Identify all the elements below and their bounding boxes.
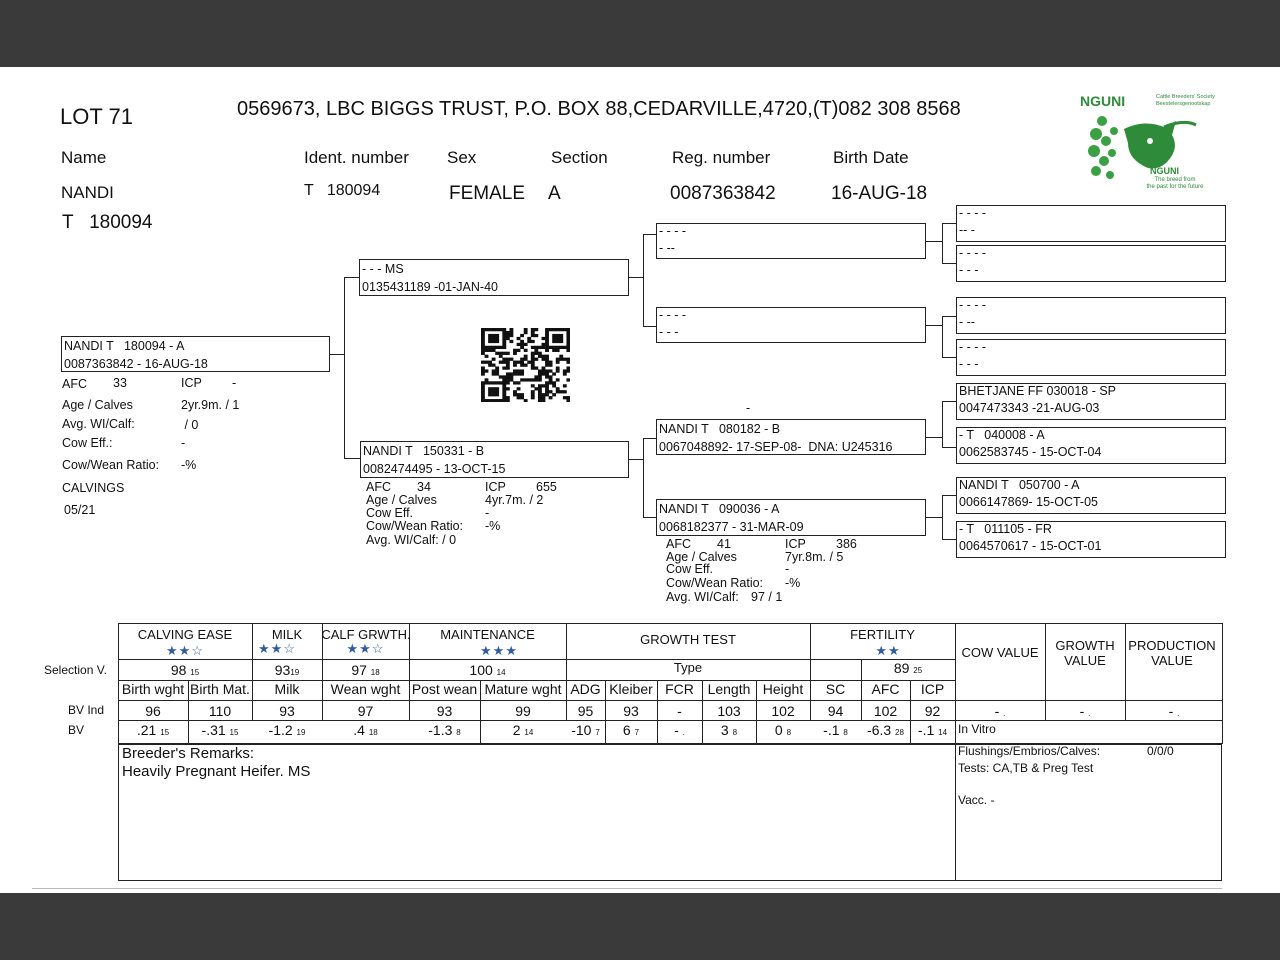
dd-wean: -%	[785, 576, 801, 590]
dam-wi: Avg. WI/Calf: / 0	[366, 533, 457, 547]
ggp-8-line1: - T 011105 - FR	[959, 522, 1052, 536]
header-maintenance: MAINTENANCE	[440, 627, 535, 642]
dd-eff: -	[785, 562, 790, 576]
ggp-box-6	[956, 427, 1226, 464]
ggp-6-line1: - T 040008 - A	[959, 428, 1045, 442]
connector	[942, 401, 956, 402]
selection-calving: 98 15	[170, 662, 200, 678]
ggp-5-line2: 0047473343 -21-AUG-03	[959, 401, 1100, 415]
dam-dam-box	[656, 499, 926, 536]
label-sex: Sex	[447, 148, 477, 167]
dam-line2: 0082474495 - 13-OCT-15	[363, 462, 506, 476]
ggp-7-line2: 0066147869- 15-OCT-05	[959, 495, 1098, 509]
flushings-label: Flushings/Embrios/Calves:	[958, 744, 1101, 758]
ggp-3-line1: - - - -	[959, 298, 987, 312]
bv-cell: 6 7	[622, 722, 640, 738]
sire-sire-box	[656, 223, 926, 259]
ggp-8-line2: 0064570617 - 15-OCT-01	[959, 539, 1102, 553]
bvind-cell: 94	[827, 703, 844, 719]
table-rule	[118, 659, 955, 660]
vaccination: Vacc. -	[958, 793, 995, 807]
bv-cell: -.1 14	[917, 722, 948, 738]
connector	[643, 517, 656, 518]
connector	[643, 326, 656, 327]
column-header: ADG	[570, 681, 601, 697]
connector	[942, 316, 943, 357]
table-rule	[118, 700, 1223, 701]
ggp-box-7	[956, 477, 1226, 514]
bv-cell: -.31 15	[201, 722, 239, 738]
cow-value: - .	[994, 703, 1006, 719]
bvind-cell: 110	[208, 703, 232, 719]
connector	[926, 241, 942, 242]
subject-afc: 33	[113, 376, 127, 390]
subject-icp: -	[232, 376, 237, 390]
dam-afc: 34	[417, 480, 431, 494]
bvind-cell: 102	[771, 703, 795, 719]
animal-birth: 16-AUG-18	[831, 183, 928, 204]
ggp-2-line1: - - - -	[959, 246, 987, 260]
column-header: SC	[825, 681, 846, 697]
bvind-cell: 93	[623, 703, 639, 719]
ggp-5-line1: BHETJANE FF 030018 - SP	[959, 384, 1117, 398]
ggp-2-line2: - - -	[959, 263, 979, 277]
column-header: FCR	[665, 681, 694, 697]
bv-cell: 3 8	[720, 722, 738, 738]
selection-type: Type	[673, 660, 703, 675]
ggp-box-4	[956, 339, 1226, 376]
column-header: Mature wght	[484, 681, 562, 697]
subject-age-label: Age / Calves	[62, 398, 133, 412]
logo-tag: NGUNI	[1150, 166, 1179, 176]
connector	[942, 539, 956, 540]
subject-afc-label: AFC	[62, 377, 87, 391]
stars-maintenance-icon: ★★★	[480, 643, 518, 658]
column-header: Milk	[274, 681, 300, 697]
sire-dam-box	[656, 307, 926, 343]
bvind-cell: 93	[436, 703, 453, 719]
ggp-box-3	[956, 297, 1226, 334]
bv-cell: -6.3 28	[867, 722, 904, 738]
dd-age-label: Age / Calves	[666, 550, 737, 564]
column-header: Birth Mat.	[190, 681, 250, 697]
connector	[926, 517, 942, 518]
dash-marker: -	[746, 401, 751, 415]
ggp-box-2	[956, 245, 1226, 282]
dam-eff: -	[485, 506, 490, 520]
connector	[942, 357, 956, 358]
owner-details: 0569673, LBC BIGGS TRUST, P.O. BOX 88,CEDARVILLE,4720,(T)082 308 8568	[237, 98, 961, 120]
bv-cell: -.1 8	[823, 722, 848, 738]
label-birth: Birth Date	[833, 148, 909, 167]
bvind-cell: 97	[357, 703, 374, 719]
logo-brand: NGUNI	[1080, 93, 1126, 109]
bvind-cell: 93	[279, 703, 295, 719]
connector	[344, 277, 360, 278]
logo-slogan: The breed from the past for the future	[1146, 177, 1204, 190]
dam-sire-box	[656, 419, 926, 455]
dd-wi-label: Avg. WI/Calf:	[666, 590, 739, 604]
ggp-1-line1: - - - -	[959, 206, 987, 220]
connector	[629, 459, 643, 460]
ggp-1-line2: -- -	[959, 223, 975, 237]
label-section: Section	[551, 148, 608, 167]
connector	[330, 354, 344, 355]
column-header: Birth wght	[121, 681, 185, 697]
subject-icp-label: ICP	[181, 376, 202, 390]
lot-sheet	[0, 67, 1280, 893]
animal-section: A	[548, 183, 561, 204]
ggp-box-1	[956, 205, 1226, 242]
subject-wean: -%	[181, 458, 197, 472]
stars-calving-icon: ★★☆	[166, 643, 204, 658]
connector	[942, 263, 956, 264]
dd-eff-label: Cow Eff.	[666, 562, 714, 576]
subject-line2: 0087363842 - 16-AUG-18	[64, 357, 208, 371]
subject-wean-label: Cow/Wean Ratio:	[62, 458, 160, 472]
header-cow-value: COW VALUE	[961, 645, 1039, 660]
dd-icp-label: ICP	[785, 537, 806, 551]
animal-ident: T 180094	[304, 182, 381, 199]
sire-line2: 0135431189 -01-JAN-40	[362, 280, 498, 294]
label-ident: Ident. number	[304, 148, 409, 167]
bv-cell: -10 7	[571, 722, 600, 738]
bv-cell: - .	[674, 722, 685, 738]
dam-age: 4yr.7m. / 2	[485, 493, 544, 507]
column-header: Length	[707, 681, 751, 697]
dam-icp: 655	[536, 480, 557, 494]
bvind-label: BV Ind	[68, 703, 105, 717]
header-production-value: PRODUCTION VALUE	[1128, 638, 1216, 668]
stars-fertility-icon: ★★	[875, 643, 901, 658]
nguni-logo	[1080, 93, 1215, 195]
connector	[344, 458, 360, 459]
in-vitro-label: In Vitro	[958, 722, 996, 736]
column-header: AFC	[871, 681, 900, 697]
subject-wi-label: Avg. WI/Calf:	[62, 417, 135, 431]
selection-calf: 97 18	[351, 662, 380, 678]
bvind-cell: -	[677, 703, 682, 719]
dam-sire-line2: 0067048892- 17-SEP-08- DNA: U245316	[659, 440, 893, 454]
flushings-value: 0/0/0	[1147, 744, 1174, 758]
remarks-text: Heavily Pregnant Heifer. MS	[122, 763, 311, 780]
stars-milk-icon: ★★☆	[258, 641, 296, 656]
connector	[643, 438, 656, 439]
remarks-label: Breeder's Remarks:	[122, 745, 255, 762]
subject-calvings: 05/21	[64, 503, 96, 517]
bvind-cell: 92	[924, 703, 941, 719]
subject-wi: / 0	[181, 418, 199, 432]
column-header: Wean wght	[330, 681, 401, 697]
connector	[926, 437, 942, 438]
bvind-cell: 102	[873, 703, 898, 719]
stars-calf-icon: ★★☆	[346, 641, 385, 656]
connector	[942, 495, 943, 539]
bv-cell: -1.3 8	[428, 722, 461, 738]
column-header: ICP	[920, 681, 945, 697]
sire-box	[359, 259, 629, 296]
bvind-cell: 95	[577, 703, 594, 719]
dd-age: 7yr.8m. / 5	[785, 550, 844, 564]
animal-name: NANDI	[61, 183, 114, 202]
table-rule	[118, 720, 1223, 721]
subject-eff: -	[181, 436, 186, 450]
footer-rule	[32, 888, 1222, 889]
connector	[942, 495, 956, 496]
growth-value: - .	[1079, 703, 1091, 719]
selection-milk: 9319	[274, 662, 300, 678]
bv-label: BV	[68, 723, 85, 737]
dam-age-label: Age / Calves	[366, 493, 437, 507]
subject-age: 2yr.9m. / 1	[181, 398, 240, 412]
connector	[643, 234, 644, 326]
dd-afc-label: AFC	[666, 537, 691, 551]
ggp-box-5	[956, 383, 1226, 420]
ggp-4-line1: - - - -	[959, 340, 987, 354]
dam-eff-label: Cow Eff.	[366, 506, 414, 520]
qr-code	[481, 328, 570, 402]
header-growth-value: GROWTH VALUE	[1055, 638, 1115, 668]
subject-box	[61, 336, 330, 372]
connector	[942, 401, 943, 447]
connector	[942, 223, 943, 263]
animal-sex: FEMALE	[449, 183, 526, 204]
bv-cell: -1.2 19	[268, 722, 306, 738]
bvind-cell: 99	[515, 703, 531, 719]
dam-sire-line1: NANDI T 080182 - B	[659, 422, 781, 436]
bvind-cell: 96	[145, 703, 161, 719]
dd-afc: 41	[717, 537, 731, 551]
dd-icp: 386	[836, 537, 857, 551]
connector	[942, 447, 956, 448]
label-reg: Reg. number	[672, 148, 771, 167]
label-name: Name	[61, 148, 107, 167]
animal-reg: 0087363842	[670, 183, 776, 204]
subject-calvings-label: CALVINGS	[62, 481, 125, 495]
production-value: - .	[1168, 703, 1180, 719]
ggp-6-line2: 0062583745 - 15-OCT-04	[959, 445, 1102, 459]
selection-label: Selection V.	[44, 663, 107, 677]
sire-dam-line1: - - - -	[659, 308, 687, 322]
dam-box	[360, 441, 629, 478]
sire-dam-line2: - - -	[659, 325, 679, 339]
lot-number: LOT 71	[60, 104, 133, 129]
ggp-box-8	[956, 521, 1226, 558]
bvind-cell: 103	[717, 703, 741, 719]
remarks-divider	[955, 744, 956, 881]
connector	[643, 438, 644, 517]
ggp-4-line2: - - -	[959, 357, 979, 371]
connector	[942, 223, 956, 224]
tests: Tests: CA,TB & Preg Test	[958, 761, 1094, 775]
header-milk: MILK	[271, 627, 303, 642]
dam-wean: -%	[485, 519, 501, 533]
bv-cell: 0 8	[774, 722, 792, 738]
dam-line1: NANDI T 150331 - B	[363, 444, 485, 458]
dam-dam-line2: 0068182377 - 31-MAR-09	[659, 520, 804, 534]
column-header: Height	[762, 681, 804, 697]
bv-cell: 2 14	[512, 722, 534, 738]
ggp-7-line1: NANDI T 050700 - A	[959, 478, 1080, 492]
dd-wean-label: Cow/Wean Ratio:	[666, 576, 764, 590]
logo-society: Cattle Breeders' Society Beestelersgenootskap	[1156, 94, 1215, 107]
header-calf-growth: CALF GRWTH.	[321, 627, 411, 642]
ggp-3-line2: - --	[959, 315, 975, 329]
dam-wean-label: Cow/Wean Ratio:	[366, 519, 464, 533]
dd-wi: 97 / 1	[751, 590, 783, 604]
sire-sire-line1: - - - -	[659, 224, 687, 238]
connector	[942, 316, 956, 317]
selection-maintenance: 100 14	[469, 662, 506, 678]
connector	[629, 277, 643, 278]
selection-fertility: 89 25	[893, 660, 923, 676]
sire-sire-line2: - --	[659, 241, 675, 255]
connector	[926, 325, 942, 326]
dam-icp-label: ICP	[485, 480, 506, 494]
header-fertility: FERTILITY	[850, 627, 915, 642]
sire-line1: - - - MS	[362, 262, 404, 276]
dam-afc-label: AFC	[366, 480, 391, 494]
table-rule	[955, 623, 956, 744]
subject-line1: NANDI T 180094 - A	[64, 339, 185, 353]
header-calving-ease: CALVING EASE	[137, 627, 233, 642]
header-growth-test: GROWTH TEST	[640, 632, 736, 647]
connector	[643, 234, 656, 235]
bv-cell: .4 18	[353, 722, 378, 738]
column-header: Post wean	[411, 681, 478, 697]
dam-dam-line1: NANDI T 090036 - A	[659, 502, 780, 516]
animal-tattoo: T 180094	[62, 212, 153, 233]
subject-eff-label: Cow Eff.:	[62, 436, 113, 450]
column-header: Kleiber	[609, 681, 653, 697]
bv-cell: .21 15	[136, 722, 170, 738]
connector	[344, 277, 345, 458]
